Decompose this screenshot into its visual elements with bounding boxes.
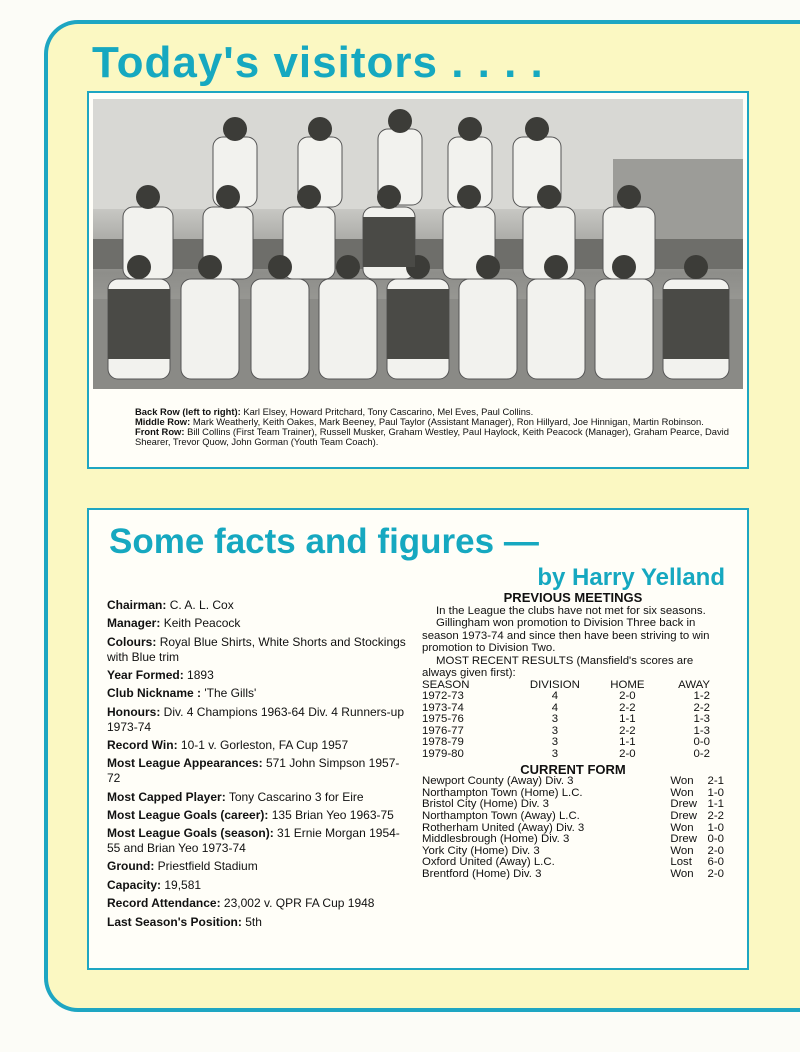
fact-item xyxy=(107,738,407,753)
facts-byline: by Harry Yelland xyxy=(537,564,725,591)
fact-item xyxy=(107,915,407,930)
form-match: Northampton Town (Home) L.C. xyxy=(422,786,583,799)
result-cell: 1976-77 xyxy=(422,724,464,737)
fact-label: Most Capped Player: xyxy=(107,789,226,804)
facts-panel xyxy=(87,508,749,970)
fact-item xyxy=(107,878,407,893)
result-cell: 0-0 xyxy=(693,736,710,749)
fact-label: Manager: xyxy=(107,616,161,631)
fact-value: Div. 4 Champions 1963-64 Div. 4 Runners-up 1973-74 xyxy=(107,704,405,734)
form-result: Won xyxy=(670,844,694,857)
form-match: Northampton Town (Away) L.C. xyxy=(422,809,580,822)
fact-value: Priestfield Stadium xyxy=(157,859,258,874)
fact-label: Colours: xyxy=(107,634,157,649)
result-cell: 1-1 xyxy=(619,736,636,749)
fact-label: Most League Goals (season): xyxy=(107,826,274,841)
form-row xyxy=(422,811,724,823)
team-photo-illustration xyxy=(93,99,743,389)
result-row xyxy=(422,749,724,761)
form-result: Won xyxy=(670,786,694,799)
form-row xyxy=(422,834,724,846)
form-row xyxy=(422,776,724,788)
result-cell: 1-1 xyxy=(619,713,636,726)
fact-value: 19,581 xyxy=(164,877,202,892)
results-table xyxy=(422,680,724,761)
fact-label: Most League Goals (career): xyxy=(107,807,269,822)
fact-label: Year Formed: xyxy=(107,667,184,682)
result-cell: 3 xyxy=(551,724,559,737)
form-score: 2-0 xyxy=(707,867,724,880)
fact-value: 'The Gills' xyxy=(204,686,257,701)
form-score: 1-1 xyxy=(707,798,724,811)
result-cell: 2-0 xyxy=(619,690,636,703)
fact-value: Tony Cascarino 3 for Eire xyxy=(228,789,364,804)
form-result: Won xyxy=(670,867,694,880)
previous-meetings-section xyxy=(422,592,724,881)
result-row xyxy=(422,714,724,726)
result-cell: 2-2 xyxy=(619,724,636,737)
fact-item xyxy=(107,896,407,911)
page-title: Today's visitors . . . . xyxy=(92,38,544,87)
team-photo-panel xyxy=(87,91,749,469)
fact-item xyxy=(107,616,407,631)
fact-item xyxy=(107,790,407,805)
form-score: 2-1 xyxy=(707,775,724,788)
result-cell: 2-2 xyxy=(619,701,636,714)
fact-item xyxy=(107,598,407,613)
result-cell: 1978-79 xyxy=(422,736,464,749)
form-score: 1-0 xyxy=(707,821,724,834)
form-result: Lost xyxy=(670,856,692,869)
fact-label: Ground: xyxy=(107,859,155,874)
current-form-heading: CURRENT FORM xyxy=(520,761,626,777)
form-match: Rotherham United (Away) Div. 3 xyxy=(422,821,585,834)
form-score: 1-0 xyxy=(707,786,724,799)
form-result: Won xyxy=(670,821,694,834)
fact-item xyxy=(107,635,407,665)
result-row xyxy=(422,726,724,738)
result-cell: 4 xyxy=(551,701,559,714)
form-score: 2-0 xyxy=(707,844,724,857)
form-score: 2-2 xyxy=(707,809,724,822)
form-match: Middlesbrough (Home) Div. 3 xyxy=(422,833,570,846)
result-cell: 1-2 xyxy=(693,690,710,703)
fact-value: 23,002 v. QPR FA Cup 1948 xyxy=(223,896,375,911)
fact-value: 31 Ernie Morgan 1954-55 and Brian Yeo 1973-74 xyxy=(107,826,400,856)
result-cell: 3 xyxy=(551,748,559,761)
form-row xyxy=(422,869,724,881)
previous-meetings-heading: PREVIOUS MEETINGS xyxy=(503,590,643,605)
form-result: Won xyxy=(670,775,694,788)
facts-title: Some facts and figures — xyxy=(109,522,539,561)
previous-para-2: Gillingham won promotion to Division Three back in season 1973-74 and since then have been striving to win promotion to Division Two. xyxy=(422,617,710,654)
fact-item xyxy=(107,705,407,735)
result-cell: 1979-80 xyxy=(422,748,464,761)
fact-item xyxy=(107,756,407,786)
fact-value: C. A. L. Cox xyxy=(169,598,234,612)
fact-value: 1893 xyxy=(187,667,214,682)
result-cell: 2-2 xyxy=(693,701,710,714)
team-photo xyxy=(93,99,743,389)
result-row xyxy=(422,703,724,715)
form-match: Newport County (Away) Div. 3 xyxy=(422,775,574,788)
result-cell: 0-2 xyxy=(693,748,710,761)
results-header-row xyxy=(422,680,724,692)
fact-item xyxy=(107,859,407,874)
result-cell: 4 xyxy=(551,690,559,703)
form-outcome xyxy=(649,869,724,881)
fact-value: Royal Blue Shirts, White Shorts and Stockings with Blue trim xyxy=(107,634,406,664)
form-match: Brentford (Home) Div. 3 xyxy=(422,867,542,880)
result-row xyxy=(422,737,724,749)
result-cell: 1975-76 xyxy=(422,713,464,726)
photo-caption xyxy=(135,407,735,447)
result-cell: 3 xyxy=(551,713,559,726)
form-score: 0-0 xyxy=(707,833,724,846)
result-row xyxy=(422,691,724,703)
fact-label: Last Season's Position: xyxy=(107,914,242,929)
previous-para-1: In the League the clubs have not met for six seasons. xyxy=(436,604,706,617)
result-cell: 1-3 xyxy=(693,713,710,726)
result-cell: 1-3 xyxy=(693,724,710,737)
fact-label: Capacity: xyxy=(107,877,162,892)
fact-value: 571 John Simpson 1957-72 xyxy=(107,756,400,786)
form-match: York City (Home) Div. 3 xyxy=(422,844,540,857)
header-home: HOME xyxy=(610,678,645,691)
club-facts-list xyxy=(107,598,407,933)
header-away: AWAY xyxy=(678,678,710,691)
fact-item xyxy=(107,668,407,683)
fact-label: Chairman: xyxy=(107,598,167,612)
result-cell: 1972-73 xyxy=(422,690,464,703)
result-cell: 2-0 xyxy=(619,748,636,761)
fact-label: Most League Appearances: xyxy=(107,756,263,771)
form-score: 6-0 xyxy=(707,856,724,869)
fact-item xyxy=(107,686,407,701)
fact-value: 10-1 v. Gorleston, FA Cup 1957 xyxy=(180,737,349,752)
caption-front-row: Front Row: Bill Collins (First Team Trainer), Russell Musker, Graham Westley, Paul Haylock, Keith Peacock (Manager), Graham Pearce, David Shearer, Trevor Quow, John Gorman (Youth Team Coach). xyxy=(135,426,729,447)
result-cell: 3 xyxy=(551,736,559,749)
fact-item xyxy=(107,826,407,856)
form-match: Bristol City (Home) Div. 3 xyxy=(422,798,549,811)
fact-value: Keith Peacock xyxy=(163,616,241,631)
form-match: Oxford United (Away) L.C. xyxy=(422,856,555,869)
current-form-table xyxy=(422,776,724,880)
fact-item xyxy=(107,808,407,823)
form-result: Drew xyxy=(670,833,697,846)
header-season: SEASON xyxy=(422,678,470,691)
caption-back-row: Back Row (left to right): Karl Elsey, Howard Pritchard, Tony Cascarino, Mel Eves, Paul Collins. xyxy=(135,406,534,417)
fact-value: 5th xyxy=(245,914,262,929)
fact-label: Record Win: xyxy=(107,737,178,752)
fact-label: Honours: xyxy=(107,704,161,719)
fact-value: 135 Brian Yeo 1963-75 xyxy=(271,807,394,822)
fact-label: Record Attendance: xyxy=(107,896,221,911)
caption-middle-row: Middle Row: Mark Weatherly, Keith Oakes, Mark Beeney, Paul Taylor (Assistant Manager), Ron Hillyard, Joe Hinnigan, Martin Robinson. xyxy=(135,416,704,427)
result-cell: 1973-74 xyxy=(422,701,464,714)
form-result: Drew xyxy=(670,809,697,822)
previous-para-3: MOST RECENT RESULTS (Mansfield's scores are always given first): xyxy=(422,654,694,679)
header-division: DIVISION xyxy=(529,678,580,691)
fact-label: Club Nickname : xyxy=(107,686,202,701)
form-result: Drew xyxy=(670,798,697,811)
